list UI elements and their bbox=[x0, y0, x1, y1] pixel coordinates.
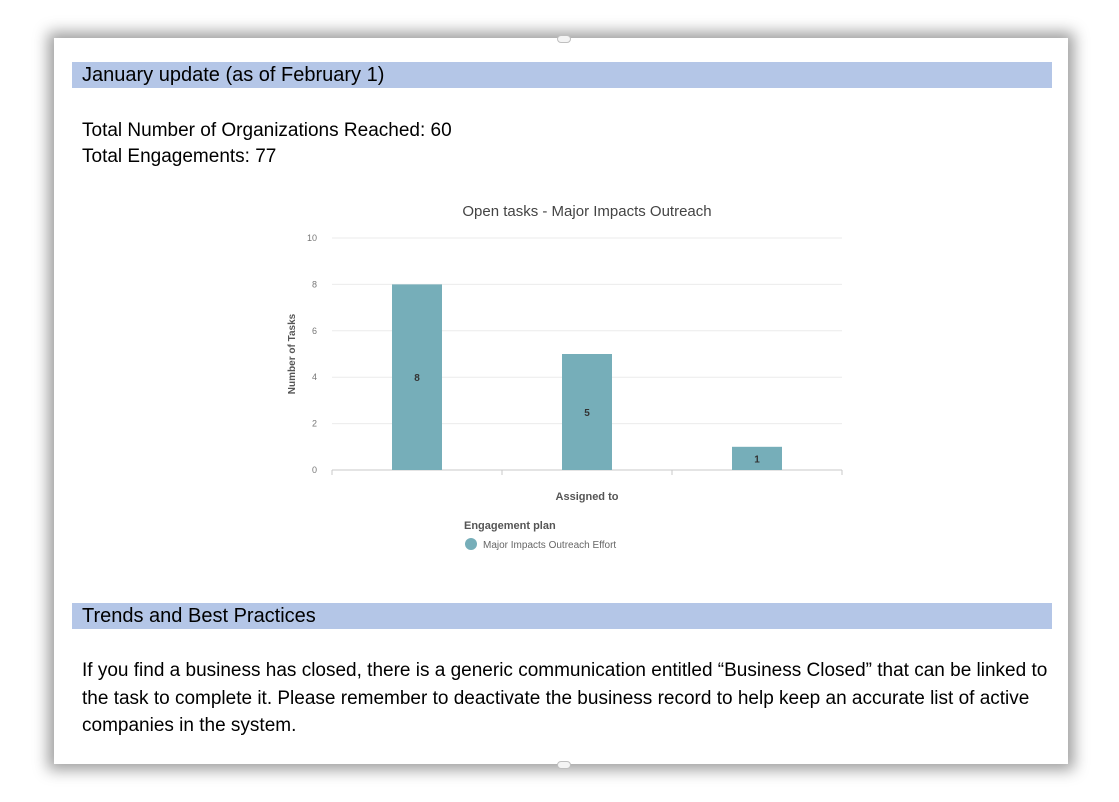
document-page bbox=[54, 38, 1068, 764]
section-title: Trends and Best Practices bbox=[82, 605, 316, 627]
y-tick-label: 6 bbox=[311, 325, 317, 336]
organizations-reached-stat: Total Number of Organizations Reached: 60 bbox=[82, 120, 452, 141]
y-tick-label: 10 bbox=[306, 233, 317, 243]
x-axis-title: Assigned to bbox=[555, 491, 619, 503]
y-tick-label: 0 bbox=[311, 465, 317, 475]
total-engagements-stat: Total Engagements: 77 bbox=[82, 146, 277, 167]
chart-title: Open tasks - Major Impacts Outreach bbox=[462, 203, 712, 220]
section-header-january-update bbox=[72, 62, 1052, 88]
legend-series-label: Major Impacts Outreach Effort bbox=[483, 540, 617, 551]
section-title: January update (as of February 1) bbox=[82, 64, 385, 86]
y-tick-label: 8 bbox=[311, 279, 317, 290]
bar-data-label: 8 bbox=[414, 373, 420, 385]
legend-marker bbox=[465, 538, 477, 550]
legend-title: Engagement plan bbox=[464, 520, 556, 532]
bar-data-label: 1 bbox=[754, 454, 760, 466]
resize-handle-bottom[interactable] bbox=[557, 761, 571, 769]
y-axis-title: Number of Tasks bbox=[287, 313, 298, 395]
y-tick-label: 4 bbox=[311, 372, 317, 383]
section-header-trends bbox=[72, 603, 1052, 629]
bar-data-label: 5 bbox=[584, 408, 590, 419]
trends-paragraph: If you find a business has closed, there is a generic communication entitled “Business Closed” that can be linked to the task to complete it. Please remember to deactivate the business record to help keep an accurate list of active companies in the system. bbox=[82, 660, 1048, 736]
open-tasks-chart bbox=[282, 193, 872, 603]
resize-handle-top[interactable] bbox=[557, 35, 571, 43]
y-tick-label: 2 bbox=[311, 418, 317, 429]
